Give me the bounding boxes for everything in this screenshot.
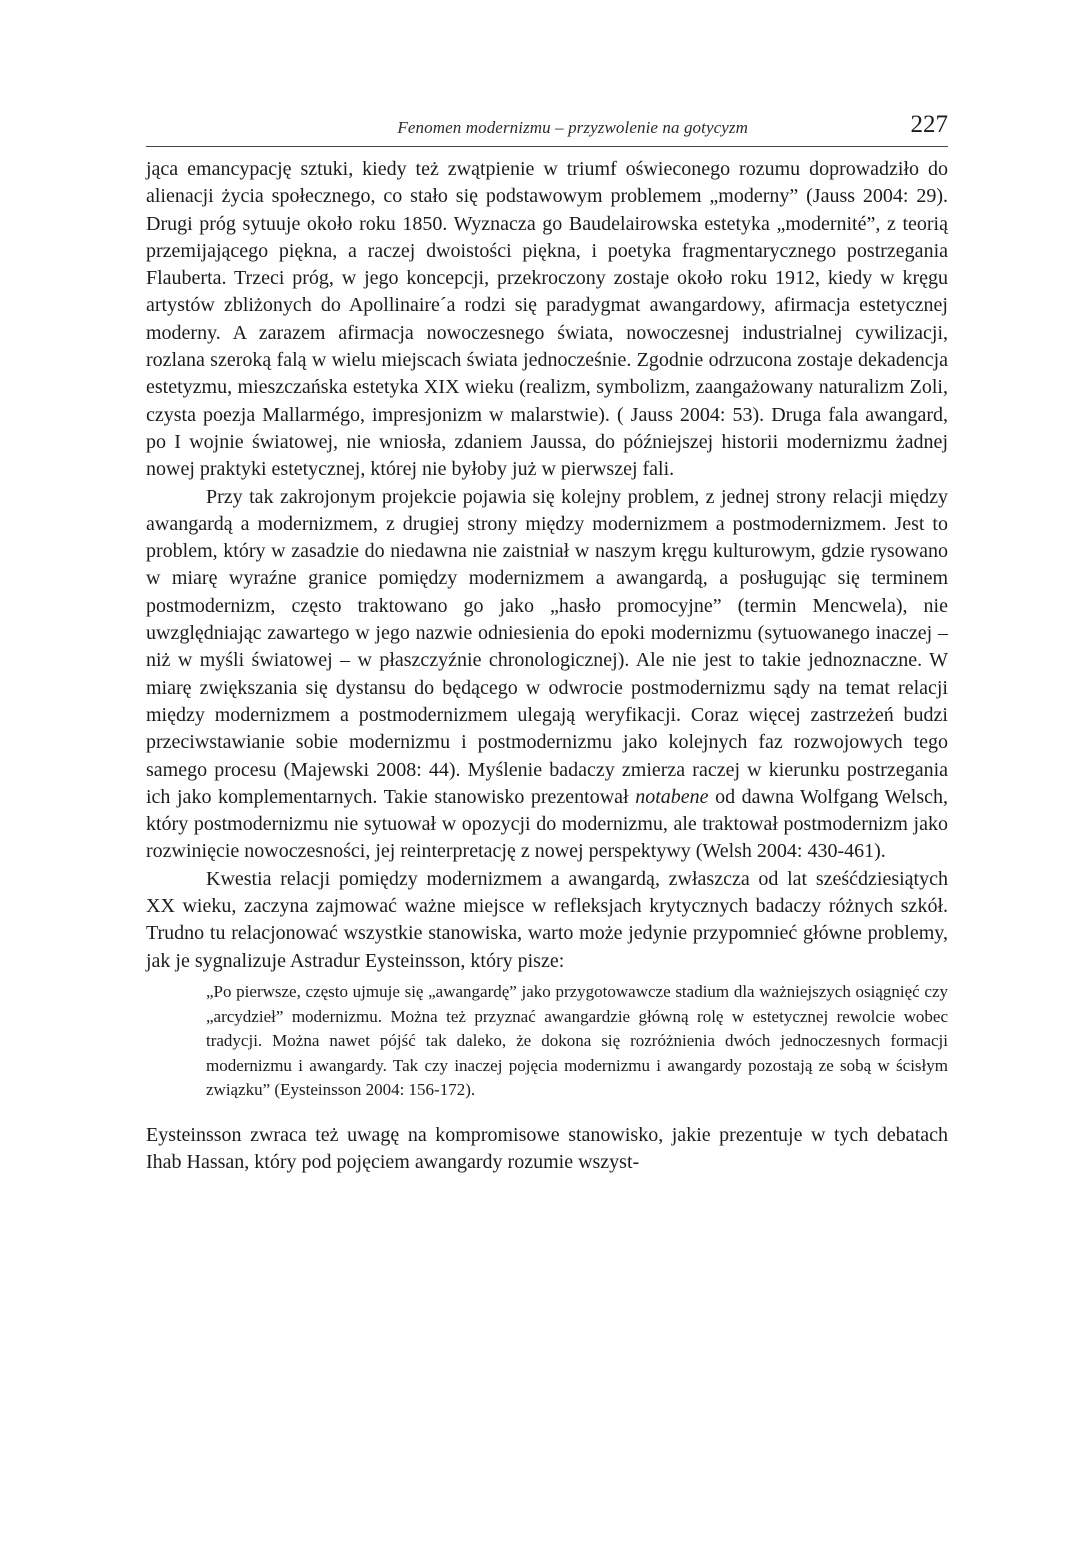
block-quotation: „Po pierwsze, często ujmuje się „awangardę” jako przygotowawcze stadium dla ważniejszych osiągnięć czy „arcydzieł” modernizmu. Można też przyznać awangardzie główną rolę w estetycznej rewolcie wobec tradycji. Można nawet pójść tak daleko, że dokona się rozróżnienia dwóch jednoczesnych formacji modernizmu i awangardy. Tak czy inaczej pojęcia modernizmu i awangardy pozostają ze sobą w ścisłym związku” (Eysteinsson 2004: 156-172). <box>206 981 948 1100</box>
paragraph-2-italic-term: notabene <box>635 785 709 808</box>
paragraph-2 <box>146 484 948 866</box>
running-header-title: Fenomen modernizmu – przyzwolenie na gotycyzm <box>397 118 748 137</box>
running-header <box>146 110 948 147</box>
paragraph-4: Eysteinsson zwraca też uwagę na kompromisowe stanowisko, jakie prezentuje w tych debatach Ihab Hassan, który pod pojęciem awangardy rozumie wszyst- <box>146 1123 948 1174</box>
paragraph-3: Kwestia relacji pomiędzy modernizmem a awangardą, zwłaszcza od lat sześćdziesiątych XX wieku, zaczyna zajmować ważne miejsce w refleksjach krytycznych badaczy różnych szkół. Trudno tu relacjonować wszystkie stanowiska, warto może jedynie przypomnieć główne problemy, jak je sygnalizuje Astradur Eysteinsson, który pisze: <box>146 867 948 972</box>
paragraph-2-text-before: Przy tak zakrojonym projekcie pojawia się kolejny problem, z jednej strony relacji między awangardą a modernizmem, z drugiej strony między modernizmem a postmodernizmem. Jest to problem, który w zasadzie do niedawna nie zaistniał w naszym kręgu kulturowym, gdzie rysowano w miarę wyraźne granice pomiędzy modernizmem a awangardą, a posługując się terminem postmodernizm, często traktowano go jako „hasło promocyjne” (termin Mencwela), nie uwzględniając zawartego w jego nazwie odniesienia do epoki modernizmu (sytuowanego inaczej – niż w myśli światowej – w płaszczyźnie chronologicznej). Ale nie jest to takie jednoznaczne. W miarę zwiększania się dystansu do będącego w odwrocie postmodernizmu sądy na temat relacji między modernizmem a postmodernizmem ulegają weryfikacji. Coraz więcej zastrzeżeń budzi przeciwstawianie sobie modernizmu i postmodernizmu jako kolejnych faz rozwojowych tego samego procesu (Majewski 2008: 44). Myślenie badaczy zmierza raczej w kierunku postrzegania ich jako komplementarnych. Takie stanowisko prezentował <box>146 485 948 808</box>
page-number: 227 <box>910 111 948 138</box>
paragraph-2-text-after: od dawna Wolfgang Welsch, który postmodernizmu nie sytuował w opozycji do modernizmu, ale traktował postmodernizm jako rozwinięcie nowoczesności, jej reinterpretację z nowej perspektywy (Welsh 2004: 430-461). <box>146 785 948 863</box>
paragraph-1: jąca emancypację sztuki, kiedy też zwątpienie w triumf oświeconego rozumu doprowadziło do alienacji życia społecznego, co stało się podstawowym problemem „moderny” (Jauss 2004: 29). Drugi próg sytuuje około roku 1850. Wyznacza go Baudelairowska estetyka „modernité”, z teorią przemijającego piękna, a raczej dwoistości piękna, i poetyka fragmentarycznego postrzegania Flauberta. Trzeci próg, w jego koncepcji, przekroczony zostaje około roku 1912, kiedy w kręgu artystów zbliżonych do Apollinaire´a rodzi się paradygmat awangardowy, afirmacja estetycznej moderny. A zarazem afirmacja nowoczesnego świata, nowoczesnej industrialnej cywilizacji, rozlana szeroką falą w wielu miejscach świata jednocześnie. Zgodnie odrzucona zostaje dekadencja estetyzmu, mieszczańska estetyka XIX wieku (realizm, symbolizm, zaangażowany naturalizm Zoli, czysta poezja Mallarmégo, impresjonizm w malarstwie). ( Jauss 2004: 53). Druga fala awangard, po I wojnie światowej, nie wniosła, zdaniem Jaussa, do późniejszej historii modernizmu żadnej nowej praktyki estetycznej, której nie byłoby już w pierwszej fali. <box>146 158 948 481</box>
body-text <box>146 156 948 1176</box>
